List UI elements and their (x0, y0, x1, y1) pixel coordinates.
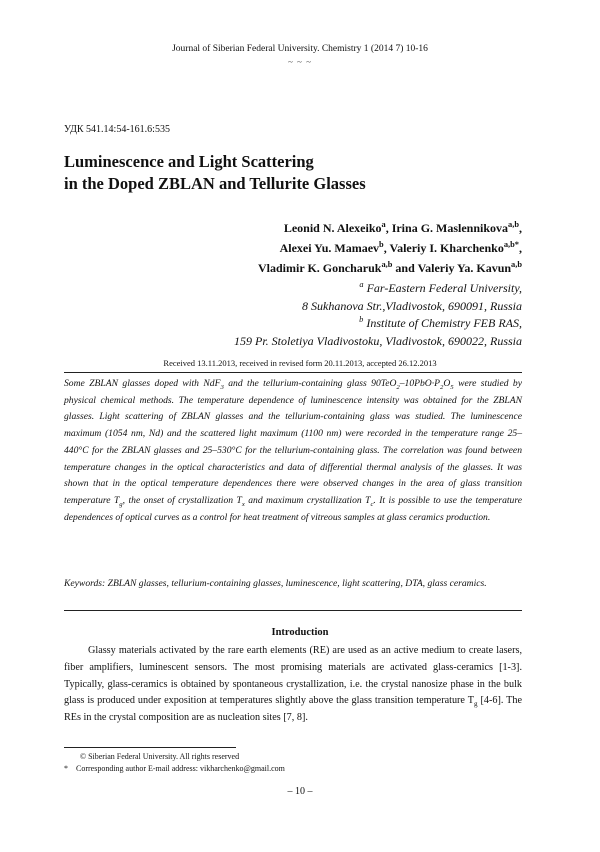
author-line-2: Alexei Yu. Mamaev$^b$, Valeriy I. Kharchenko$^{a,b*}$, (279, 240, 522, 255)
affil-text: Far-Eastern Federal University, (366, 281, 522, 295)
abstract-text: . It is possible to use the temperature dependences of optical curves as a control for heat treatment of vitreous samples at glass ceramics production. (64, 494, 522, 523)
abstract-text: Some ZBLAN glasses doped with NdF (64, 378, 221, 389)
received-dates: Received 13.11.2013, received in revised form 20.11.2013, accepted 26.12.2013 (163, 358, 437, 368)
footnote-mark: * (64, 764, 68, 773)
introduction-paragraph (64, 643, 522, 727)
affiliation-b-address: 159 Pr. Stoletiya Vladivostoku, Vladivostok, 690022, Russia (234, 333, 522, 348)
page-number: – 10 – (287, 786, 313, 797)
title-line-1: Luminescence and Light Scattering (64, 152, 314, 171)
author-affil-mark: b (379, 240, 384, 249)
corresponding-footnote (64, 764, 285, 773)
footnote-rule (64, 747, 236, 748)
author-list (92, 218, 522, 278)
affil-mark: b (359, 315, 364, 324)
affil-text: Institute of Chemistry FEB RAS, (366, 316, 522, 330)
subscript: 2 (396, 383, 400, 391)
affiliation-a-name (92, 280, 522, 298)
journal-header: Journal of Siberian Federal University. Chemistry 1 (2014 7) 10-16 (172, 44, 428, 54)
subscript: c (370, 500, 374, 508)
abstract-text: , the onset of crystallization T (122, 494, 242, 506)
abstract (64, 376, 522, 526)
keywords-bottom-rule (64, 610, 522, 611)
author-affil-mark: a,b* (503, 240, 519, 249)
author-affil-mark: a,b (508, 220, 519, 229)
affiliations (92, 280, 522, 350)
subscript: x (241, 500, 245, 508)
article-title (64, 151, 366, 195)
subscript: 5 (450, 383, 454, 391)
author-name: Valeriy I. Kharchenko (389, 241, 504, 255)
abstract-text: and maximum crystallization T (244, 494, 371, 506)
copyright-footnote: © Siberian Federal University. All rights reserved (80, 752, 240, 761)
body-text: Glassy materials activated by the rare earth elements (RE) are used as an active medium to create lasers, fiber amplifiers, luminescent sensors. The most promising materials are activated glass-ceramics [1-3]. Typically, glass-ceramics is obtained by spontaneous crystallization, i.e. the crystal nanosize phase in the bulk glass is produced under exposition at temperatures slightly above the glass transition temperature T (64, 645, 522, 707)
author-name: Irina G. Maslennikova (391, 221, 509, 235)
author-name: Valeriy Ya. Kavun (417, 261, 512, 275)
abstract-top-rule (64, 372, 522, 373)
abstract-text: O (443, 378, 451, 389)
abstract-text: were studied by physical chemical methods. The temperature dependence of luminescence intensity was obtained for the ZBLAN glasses. Light scattering of ZBLAN glasses and the tellurium-containing glass was studied. The luminescence maximum (1054 nm, Nd) and the scattered light maximum (1100 nm) were recorded in the temperature range 25–440°C for the ZBLAN glasses and 25–530°C for the tellurium-containing glass. The correlation was found between temperature changes in the optical characteristics and data of differential thermal analysis of the glasses. It was shown that in the optical temperature dependences there were observed changes in the area of glass transition temperature T (64, 378, 522, 506)
author-affil-mark: a,b (511, 260, 522, 269)
subscript: g (473, 700, 478, 709)
author-affil-mark: a,b (381, 260, 393, 269)
abstract-text: –10PbO·P (399, 378, 440, 389)
footnote-text: Corresponding author E-mail address: vikharchenko@gmail.com (76, 764, 285, 773)
author-line-3 (92, 258, 522, 278)
affiliation-b-name (92, 315, 522, 333)
subscript: 3 (220, 383, 224, 391)
body-text: [4-6]. The REs in the crystal composition are as nucleation sites [7, 8]. (64, 695, 522, 724)
author-line-1: Leonid N. Alexeiko$^a$, Irina G. Maslennikova$^{a,b}$, (283, 220, 522, 235)
abstract-text: and the tellurium-containing glass 90TeO (223, 378, 397, 389)
title-line-2: in the Doped ZBLAN and Tellurite Glasses (64, 174, 366, 193)
author-name: Vladimir K. Goncharuk (258, 261, 382, 275)
affiliation-a-address: 8 Sukhanova Str.,Vladivostok, 690091, Russia (302, 298, 522, 313)
keywords: Keywords: ZBLAN glasses, tellurium-containing glasses, luminescence, light scattering, DTA, glass ceramics. (64, 578, 487, 589)
subscript: g (119, 500, 123, 508)
subscript: 2 (440, 383, 444, 391)
header-ornament: ~ ~ ~ (287, 57, 313, 67)
author-affil-mark: a (381, 220, 386, 229)
affil-mark: a (359, 280, 364, 289)
author-name: Alexei Yu. Mamaev (279, 241, 380, 255)
section-heading: Introduction (271, 627, 329, 638)
author-name: Leonid N. Alexeiko (283, 221, 382, 235)
author-conjunction: and (395, 261, 415, 275)
udk-code: УДК 541.14:54-161.6:535 (64, 124, 170, 135)
